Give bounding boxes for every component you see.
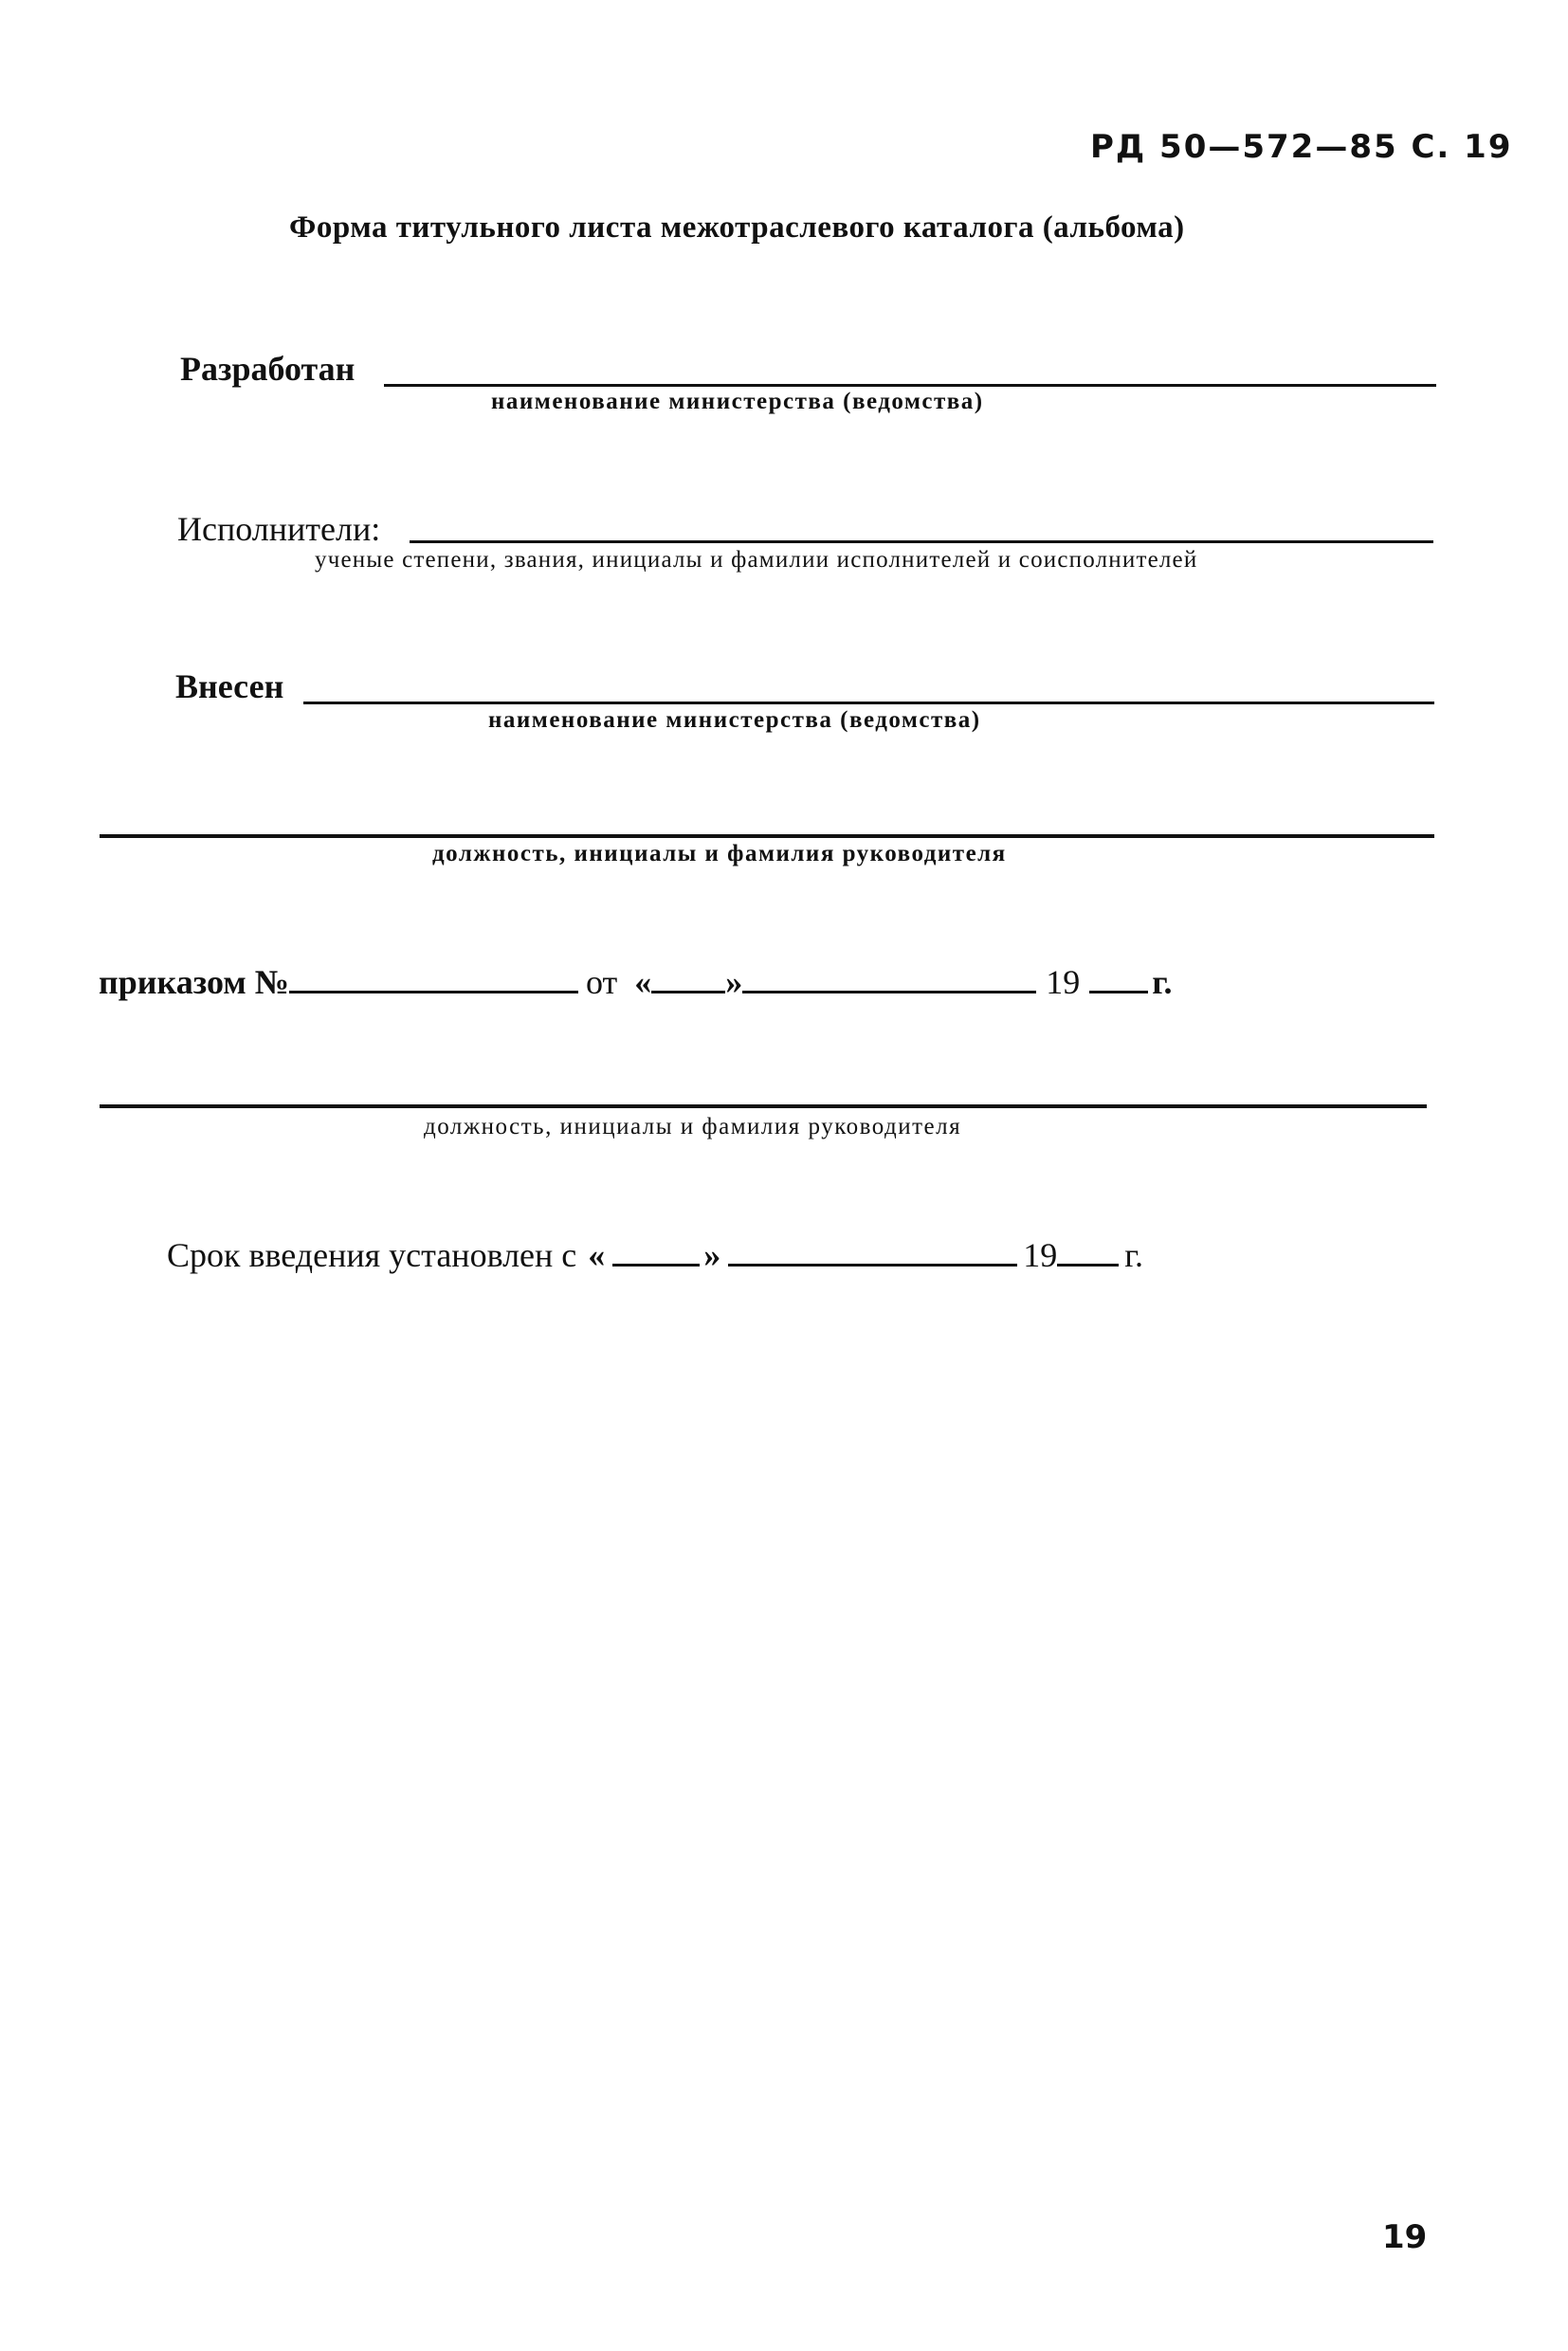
developed-label: Разработан — [180, 350, 356, 388]
order-quote-close: » — [725, 963, 743, 1001]
effective-row — [167, 1235, 1143, 1275]
order-month-blank — [742, 987, 1036, 993]
order-number-blank — [289, 987, 578, 993]
order-year-blank — [1089, 987, 1148, 993]
performers-line — [410, 540, 1433, 543]
head2-caption: должность, инициалы и фамилия руководителя — [424, 1114, 962, 1139]
page-title: Форма титульного листа межотраслевого каталога (альбома) — [289, 210, 1185, 245]
head1-caption: должность, инициалы и фамилия руководителя — [432, 841, 1007, 866]
head2-line — [100, 1104, 1427, 1108]
page-number: 19 — [1382, 2218, 1428, 2256]
effective-prefix: Срок введения установлен с — [167, 1236, 577, 1274]
effective-day-blank — [612, 1260, 700, 1267]
developed-line — [384, 384, 1436, 387]
effective-quote-open: « — [588, 1236, 606, 1274]
order-from: от — [585, 963, 618, 1001]
effective-year-blank — [1057, 1260, 1119, 1267]
order-year-suffix: г. — [1152, 963, 1173, 1001]
order-year-prefix: 19 — [1046, 963, 1081, 1001]
submitted-caption: наименование министерства (ведомства) — [488, 707, 981, 733]
developed-caption: наименование министерства (ведомства) — [491, 389, 984, 414]
effective-year-prefix: 19 — [1023, 1236, 1058, 1274]
order-day-blank — [651, 987, 725, 993]
effective-quote-close: » — [703, 1236, 721, 1274]
head1-line — [100, 834, 1434, 838]
submitted-line — [303, 702, 1434, 704]
effective-month-blank — [728, 1260, 1017, 1267]
performers-caption: ученые степени, звания, инициалы и фамилии исполнителей и соисполнителей — [315, 547, 1198, 573]
effective-year-suffix: г. — [1124, 1236, 1143, 1274]
performers-label: Исполнители: — [177, 510, 381, 548]
order-prefix: приказом № — [99, 963, 289, 1001]
submitted-label: Внесен — [175, 667, 284, 705]
document-reference: РД 50—572—85 С. 19 — [1090, 128, 1513, 166]
order-row — [99, 962, 1173, 1002]
order-quote-open: « — [634, 963, 652, 1001]
